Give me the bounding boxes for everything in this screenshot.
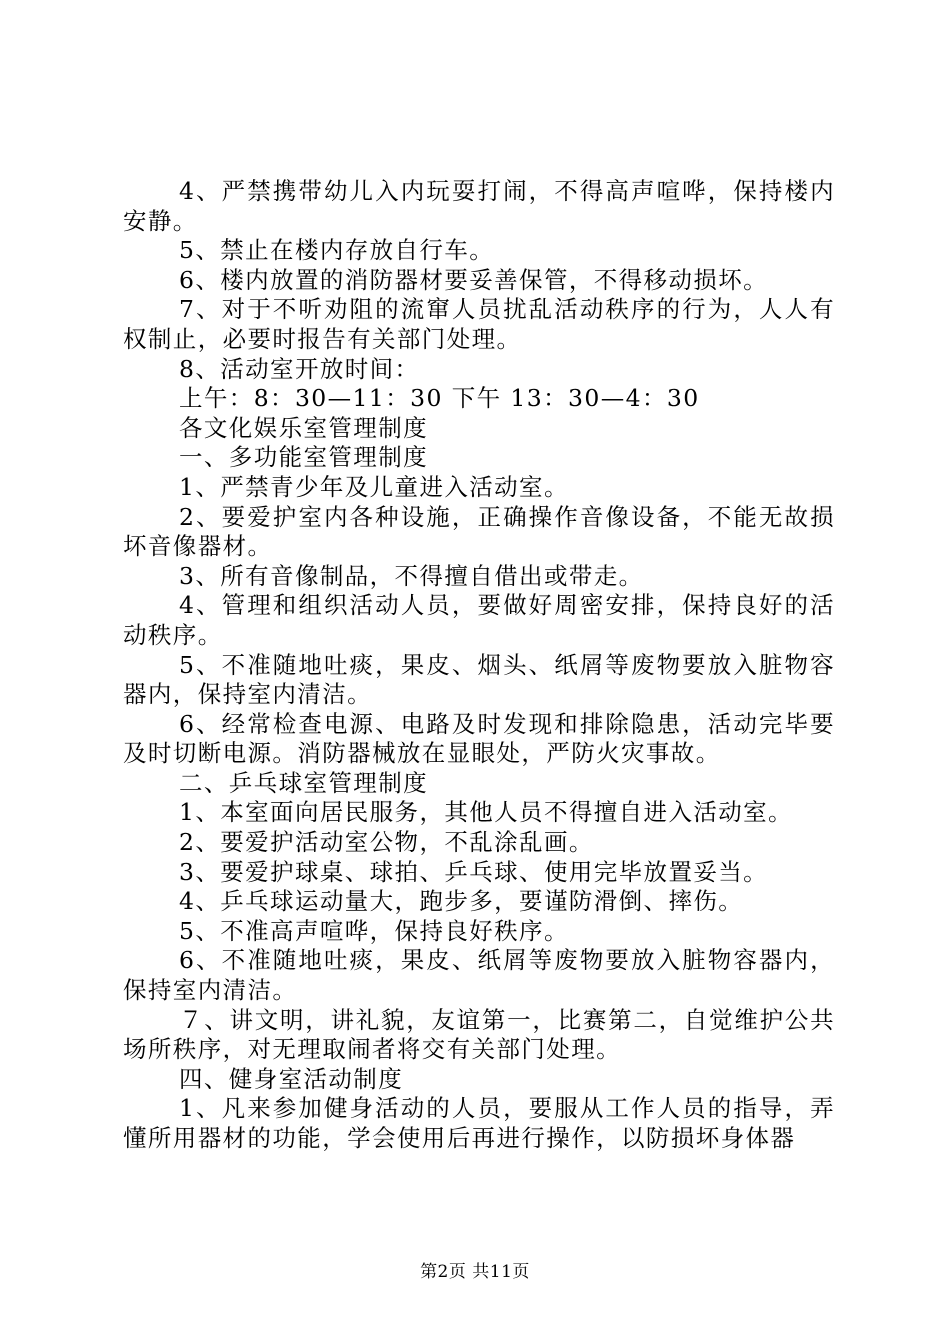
paragraph-2: 5、禁止在楼内存放自行车。 (179, 236, 495, 265)
paragraph-6: 上午：8：30—11：30 下午 13：30—4：30 (179, 384, 700, 413)
paragraph-10: 2、要爱护室内各种设施，正确操作音像设备，不能无故损坏音像器材。 (123, 502, 835, 561)
paragraph-9: 1、严禁青少年及儿童进入活动室。 (179, 472, 569, 501)
paragraph-1: 4、严禁携带幼儿入内玩耍打闹，不得高声喧哗，保持楼内安静。 (123, 177, 835, 235)
paragraph-8: 一、多功能室管理制度 (179, 443, 428, 472)
paragraph-19: 4、乒乓球运动量大，跑步多，要谨防滑倒、摔伤。 (179, 887, 744, 916)
document-body (123, 177, 835, 1154)
paragraph-5: 8、活动室开放时间： (179, 354, 420, 383)
paragraph-23: 四、健身室活动制度 (179, 1064, 404, 1093)
paragraph-3: 6、楼内放置的消防器材要妥善保管，不得移动损坏。 (179, 265, 769, 294)
paragraph-22: ７、讲文明，讲礼貌，友谊第一，比赛第二，自觉维护公共场所秩序，对无理取闹者将交有关部门处理。 (123, 1005, 835, 1064)
paragraph-12: 4、管理和组织活动人员，要做好周密安排，保持良好的活动秩序。 (123, 591, 835, 649)
paragraph-13: 5、不准随地吐痰，果皮、烟头、纸屑等废物要放入脏物容器内，保持室内清洁。 (123, 650, 835, 709)
paragraph-17: 2、要爱护活动室公物，不乱涂乱画。 (179, 828, 594, 857)
paragraph-18: 3、要爱护球桌、球拍、乒乓球、使用完毕放置妥当。 (179, 857, 769, 886)
paragraph-14: 6、经常检查电源、电路及时发现和排除隐患，活动完毕要及时切断电源。消防器械放在显眼处，严防火灾事故。 (123, 709, 835, 768)
paragraph-15: 二、乒乓球室管理制度 (179, 768, 428, 797)
paragraph-11: 3、所有音像制品，不得擅自借出或带走。 (179, 561, 644, 590)
paragraph-24: 1、凡来参加健身活动的人员，要服从工作人员的指导，弄懂所用器材的功能，学会使用后再进行操作，以防损坏身体器 (123, 1094, 835, 1152)
page-footer: 第2页 共11页 (420, 1262, 530, 1282)
paragraph-21: 6、不准随地吐痰，果皮、纸屑等废物要放入脏物容器内，保持室内清洁。 (123, 946, 835, 1005)
paragraph-20: 5、不准高声喧哗，保持良好秩序。 (179, 916, 569, 945)
paragraph-4: 7、对于不听劝阻的流窜人员扰乱活动秩序的行为，人人有权制止，必要时报告有关部门处理。 (123, 295, 835, 353)
paragraph-16: 1、本室面向居民服务，其他人员不得擅自进入活动室。 (179, 798, 793, 827)
paragraph-7: 各文化娱乐室管理制度 (179, 413, 428, 442)
